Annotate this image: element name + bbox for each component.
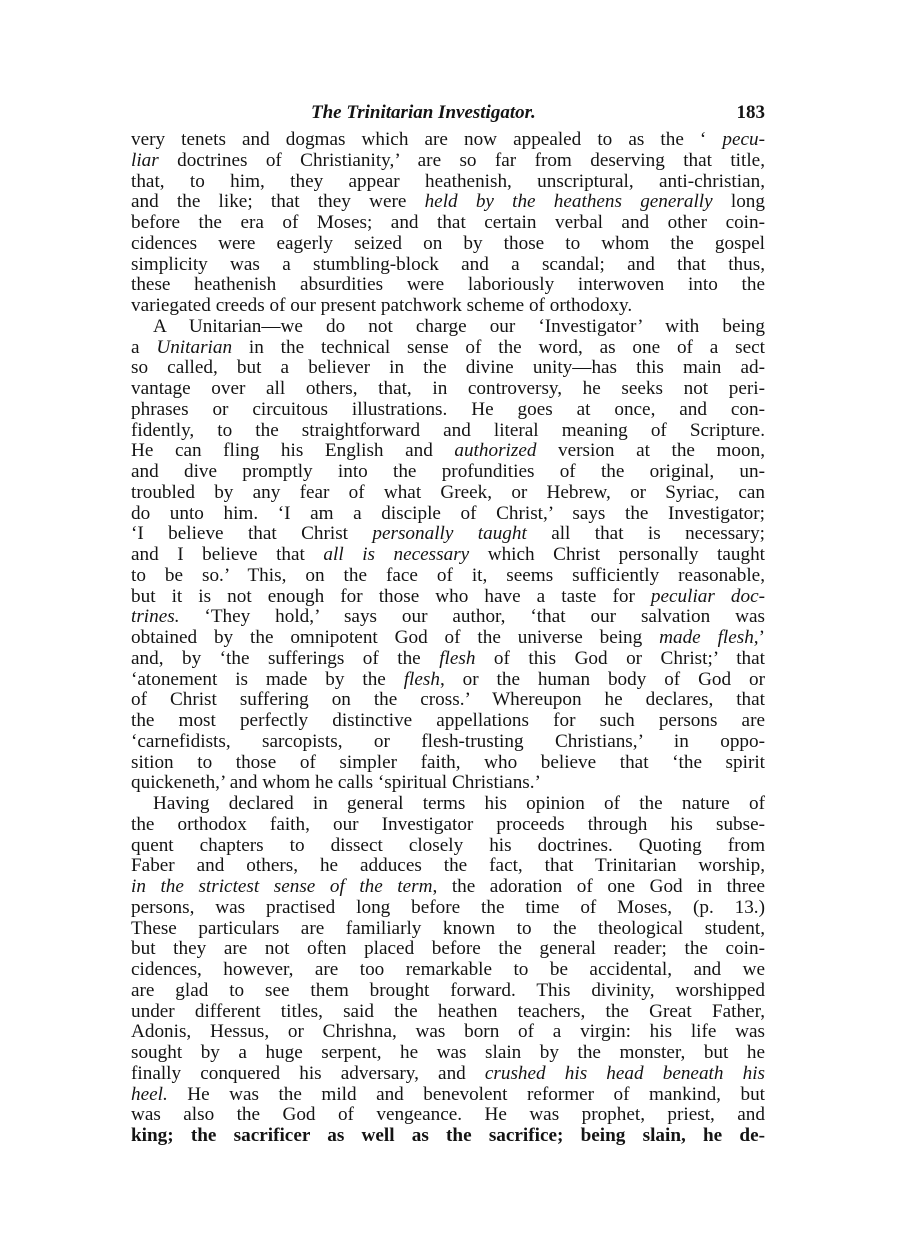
text-line: variegated creeds of our present patchwork scheme of orthodoxy. <box>131 295 633 316</box>
text-line: Faber and others, he adduces the fact, that Trinitarian worship, <box>131 855 765 877</box>
text-line: was also the God of vengeance. He was prophet, priest, and <box>131 1104 765 1126</box>
text-line: cidences were eagerly seized on by those to whom the gospel <box>131 232 765 254</box>
text-line: He can fling his English and authorized version at the moon, <box>131 440 765 462</box>
text-line: phrases or circuitous illustrations. He goes at once, and con- <box>131 398 765 420</box>
text-line: in the strictest sense of the term, the adoration of one God in three <box>131 876 765 897</box>
text-line: These particulars are familiarly known to the theological student, <box>131 917 765 939</box>
text-line: king; the sacrificer as well as the sacrifice; being slain, he de- <box>131 1125 765 1146</box>
text-line: heel. He was the mild and benevolent reformer of mankind, but <box>131 1083 765 1105</box>
text-line: a Unitarian in the technical sense of the word, as one of a sect <box>131 336 765 358</box>
text-line: trines. ‘They hold,’ says our author, ‘that our salvation was <box>131 606 765 628</box>
text-line: the most perfectly distinctive appellations for such persons are <box>131 710 765 731</box>
text-line: do unto him. ‘I am a disciple of Christ,’ says the Investigator; <box>131 502 765 524</box>
text-line: very tenets and dogmas which are now appealed to as the ‘ pecu- <box>131 129 765 150</box>
text-line: troubled by any fear of what Greek, or Hebrew, or Syriac, can <box>131 481 765 503</box>
text-line: A Unitarian—we do not charge our ‘Investigator’ with being <box>153 315 765 337</box>
text-line: ‘atonement is made by the flesh, or the human body of God or <box>131 668 765 690</box>
text-line: sition to those of simpler faith, who believe that ‘the spirit <box>131 751 765 773</box>
text-line: ‘carnefidists, sarcopists, or flesh-trusting Christians,’ in oppo- <box>131 730 765 752</box>
text-line: but they are not often placed before the general reader; the coin- <box>131 938 765 960</box>
text-line: and, by ‘the sufferings of the flesh of this God or Christ;’ that <box>131 647 765 669</box>
text-line: to be so.’ This, on the face of it, seems sufficiently reasonable, <box>131 564 765 586</box>
body-text <box>131 130 765 1147</box>
running-header <box>131 100 765 130</box>
running-title: The Trinitarian Investigator. <box>311 102 536 123</box>
book-page <box>131 100 765 1147</box>
text-line: and dive promptly into the profundities of the original, un- <box>131 461 765 482</box>
text-line: vantage over all others, that, in controversy, he seeks not peri- <box>131 378 765 399</box>
text-line: liar doctrines of Christianity,’ are so far from deserving that title, <box>131 149 765 171</box>
text-line: under different titles, said the heathen teachers, the Great Father, <box>131 1000 765 1022</box>
text-line: these heathenish absurdities were laboriously interwoven into the <box>131 274 765 296</box>
text-line: simplicity was a stumbling-block and a scandal; and that thus, <box>131 253 765 275</box>
text-line: so called, but a believer in the divine unity—has this main ad- <box>131 357 765 379</box>
text-line: finally conquered his adversary, and crushed his head beneath his <box>131 1062 765 1084</box>
text-line: cidences, however, are too remarkable to be accidental, and we <box>131 959 765 980</box>
text-line: and I believe that all is necessary which Christ personally taught <box>131 544 766 565</box>
text-line: and the like; that they were held by the heathens generally long <box>131 191 765 213</box>
text-line: the orthodox faith, our Investigator proceeds through his subse- <box>131 813 765 835</box>
text-line: fidently, to the straightforward and literal meaning of Scripture. <box>131 419 765 441</box>
text-line: that, to him, they appear heathenish, unscriptural, anti-christian, <box>131 170 765 192</box>
text-line: before the era of Moses; and that certain verbal and other coin- <box>131 212 765 233</box>
text-line: quent chapters to dissect closely his doctrines. Quoting from <box>131 834 765 856</box>
text-line: of Christ suffering on the cross.’ Whereupon he declares, that <box>131 689 765 711</box>
text-line: persons, was practised long before the time of Moses, (p. 13.) <box>131 896 765 918</box>
text-line: but it is not enough for those who have a taste for peculiar doc- <box>131 585 766 607</box>
text-line: are glad to see them brought forward. This divinity, worshipped <box>131 979 765 1001</box>
text-line: obtained by the omnipotent God of the universe being made flesh,’ <box>131 627 765 648</box>
text-line: Having declared in general terms his opinion of the nature of <box>153 793 765 814</box>
text-line: sought by a huge serpent, he was slain by the monster, but he <box>131 1042 765 1063</box>
text-line: Adonis, Hessus, or Chrishna, was born of a virgin: his life was <box>131 1021 765 1043</box>
page-number: 183 <box>736 102 765 123</box>
text-line: ‘I believe that Christ personally taught all that is necessary; <box>131 523 765 545</box>
text-line: quickeneth,’ and whom he calls ‘spiritual Christians.’ <box>131 772 541 794</box>
